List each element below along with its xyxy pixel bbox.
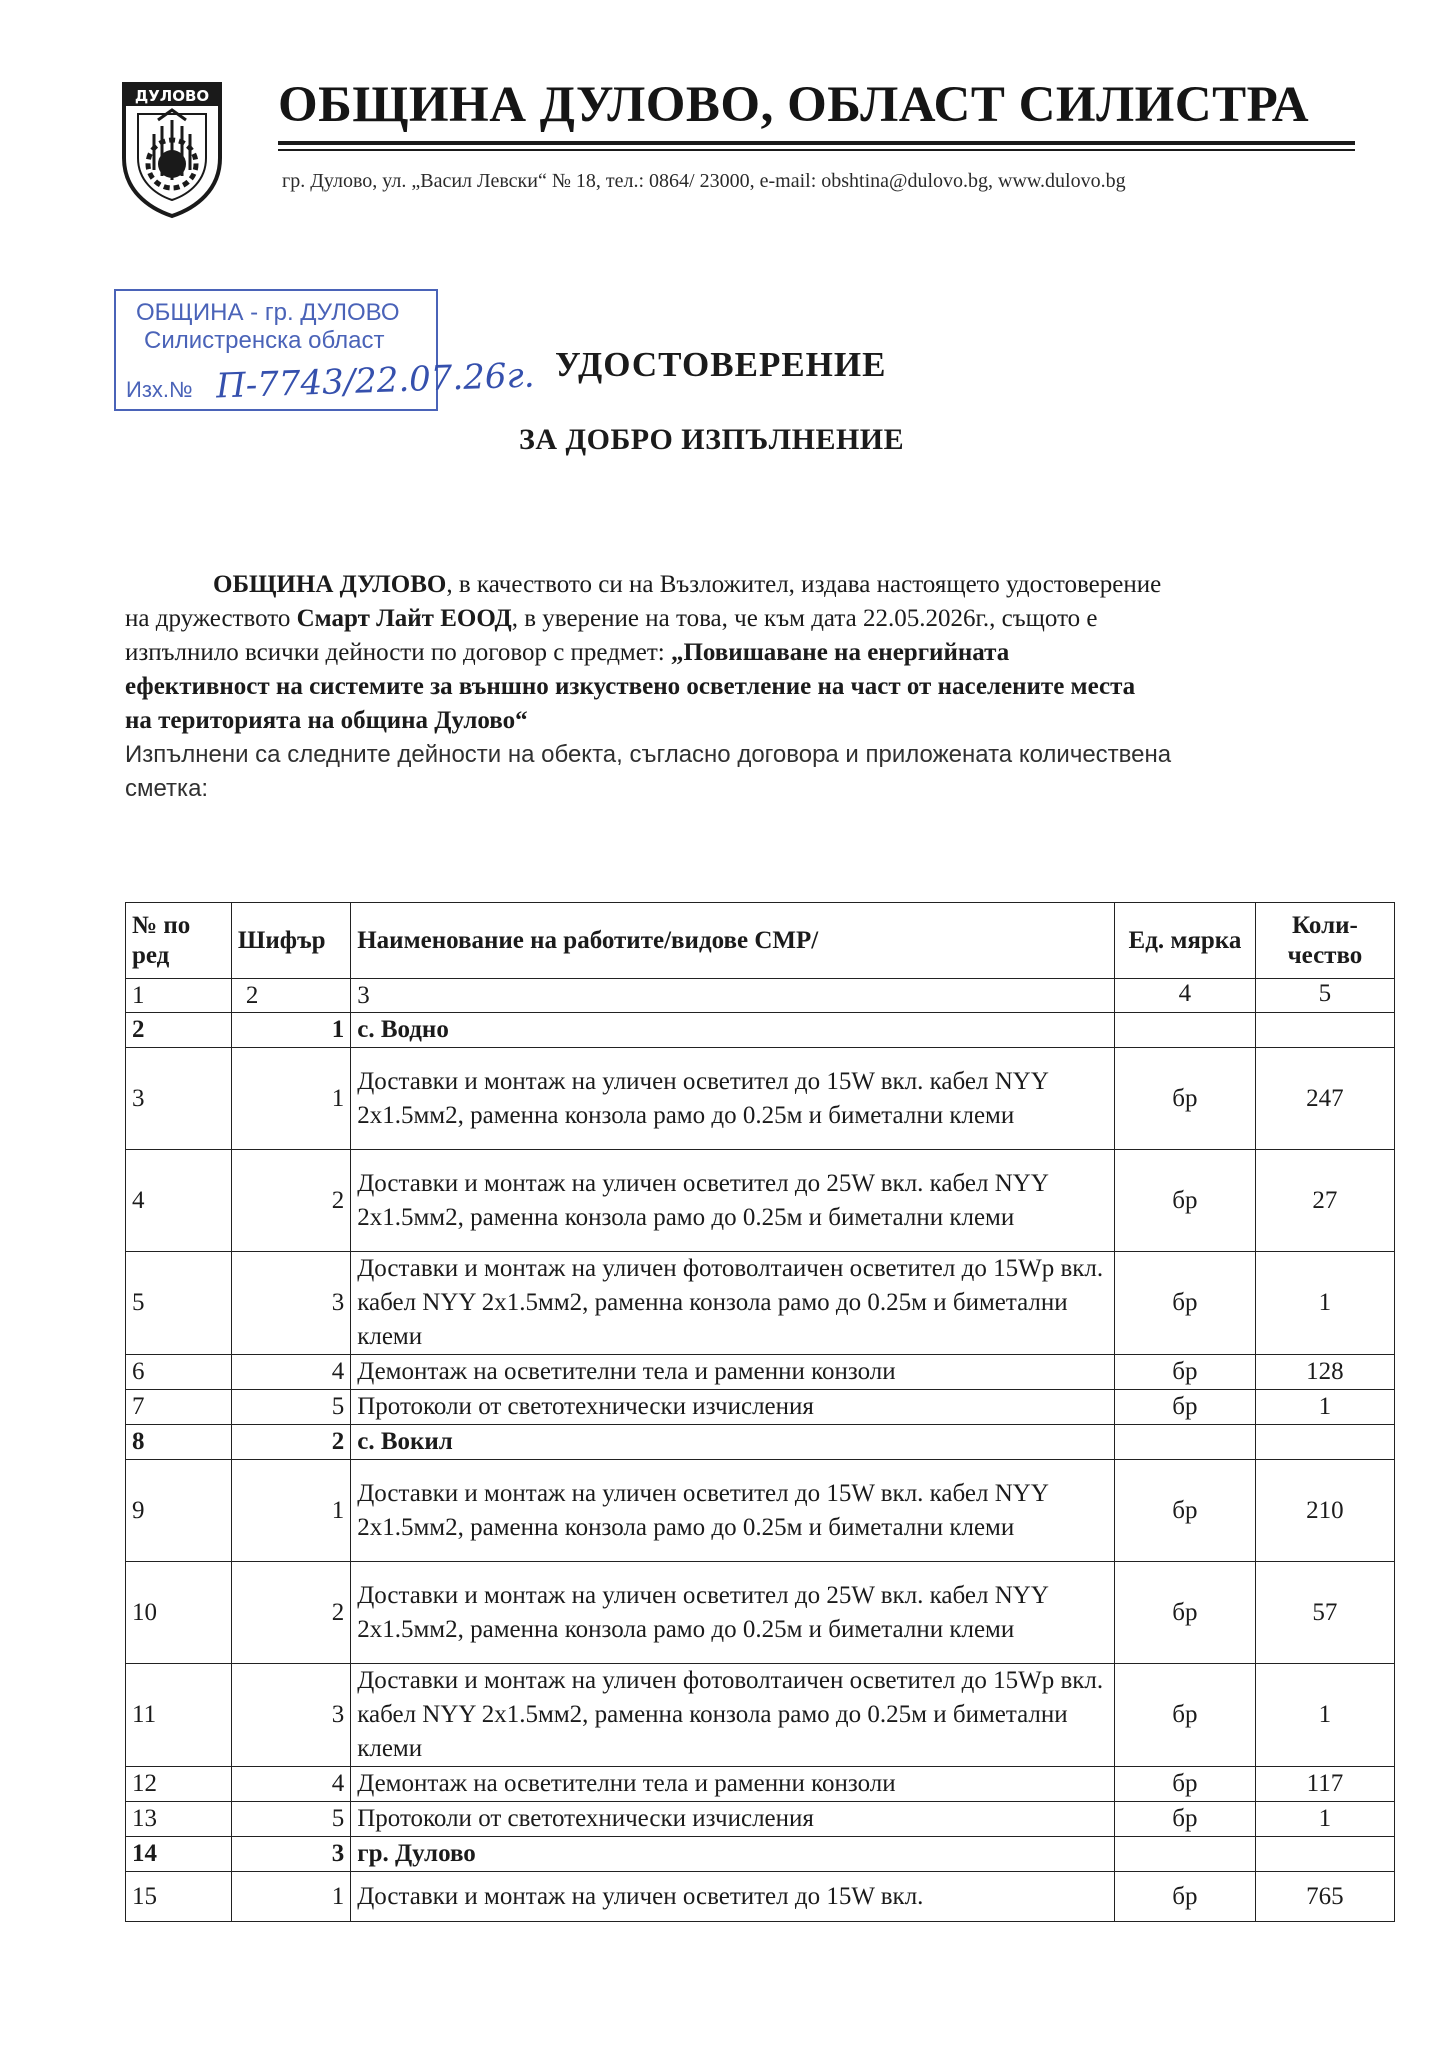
code-cell: 3 [231,1252,350,1355]
document-title: УДОСТОВЕРЕНИЕ [555,345,887,384]
quantity-cell: 1 [1255,1664,1394,1767]
org-address: гр. Дулово, ул. „Васил Левски“ № 18, тел.: 0864/ 23000, e-mail: obshtina@dulovo.bg, www.dulovo.bg [282,170,1126,192]
header-cell: Ед. мярка [1114,903,1255,979]
municipality-crest [118,80,226,220]
row-number-cell: 12 [126,1767,232,1802]
row-number-cell: 8 [126,1425,232,1460]
row-number-cell: 14 [126,1837,232,1872]
table-row [126,1664,1395,1767]
work-name-cell: Протоколи от светотехнически изчисления [351,1390,1115,1425]
table-header-row [126,903,1395,979]
work-name-cell: Доставки и монтаж на уличен фотоволтаичен осветител до 15Wp вкл. кабел NYY 2x1.5мм2, раменна конзола рамо до 0.25м и биметални клеми [351,1252,1115,1355]
company-name: Смарт Лайт ЕООД [296,605,512,632]
quantity-cell: 27 [1255,1150,1394,1252]
row-number-cell: 3 [126,1048,232,1150]
org-name: ОБЩИНА ДУЛОВО [213,571,447,598]
table-row [126,1390,1395,1425]
work-name-cell: гр. Дулово [351,1837,1115,1872]
stamp-line-2: Силистренска област [144,327,385,354]
work-name-cell: Демонтаж на осветителни тела и раменни конзоли [351,1355,1115,1390]
work-name-cell: с. Водно [351,1013,1115,1048]
certificate-body [125,568,1365,806]
code-cell: 5 [231,1390,350,1425]
index-cell: 3 [351,979,1115,1013]
quantity-cell: 128 [1255,1355,1394,1390]
table-row [126,1150,1395,1252]
row-number-cell: 5 [126,1252,232,1355]
unit-cell: бр [1114,1048,1255,1150]
section-row [126,1013,1395,1048]
unit-cell: бр [1114,1664,1255,1767]
body-line: ОБЩИНА ДУЛОВО, в качеството си на Възложител, издава настоящето удостоверение [213,571,1162,598]
registry-stamp [114,289,536,411]
quantity-cell: 1 [1255,1802,1394,1837]
work-name-cell: с. Вокил [351,1425,1115,1460]
unit-cell: бр [1114,1562,1255,1664]
work-name-cell: Доставки и монтаж на уличен осветител до 25W вкл. кабел NYY 2x1.5мм2, раменна конзола рамо до 0.25м и биметални клеми [351,1150,1115,1252]
code-cell: 3 [231,1837,350,1872]
stamp-outgoing-number: П-7743/22.07.26г. [215,355,536,407]
row-number-cell: 6 [126,1355,232,1390]
works-table [125,902,1395,1922]
section-row [126,1425,1395,1460]
work-name-cell: Демонтаж на осветителни тела и раменни конзоли [351,1767,1115,1802]
table-row [126,1562,1395,1664]
work-name-cell: Доставки и монтаж на уличен осветител до 15W вкл. кабел NYY 2x1.5мм2, раменна конзола рамо до 0.25м и биметални клеми [351,1460,1115,1562]
unit-cell [1114,1425,1255,1460]
body-line: изпълнило всички дейности по договор с предмет: „Повишаване на енергийната [125,639,1010,666]
code-cell: 4 [231,1355,350,1390]
unit-cell: бр [1114,1150,1255,1252]
stamp-line-1: ОБЩИНА - гр. ДУЛОВО [136,299,400,326]
table-row [126,1460,1395,1562]
code-cell: 3 [231,1664,350,1767]
header-cell: Шифър [231,903,350,979]
code-cell: 2 [231,1425,350,1460]
quantity-cell: 247 [1255,1048,1394,1150]
index-cell: 5 [1255,979,1394,1013]
table-row [126,1802,1395,1837]
code-cell: 1 [231,1048,350,1150]
row-number-cell: 4 [126,1150,232,1252]
index-cell: 4 [1114,979,1255,1013]
code-cell: 4 [231,1767,350,1802]
header-cell: Наименование на работите/видове СМР/ [351,903,1115,979]
body-line: ефективност на системите за външно изкуствено осветление на част от населените места [125,673,1136,700]
table-row [126,1355,1395,1390]
code-cell: 5 [231,1802,350,1837]
index-cell: 1 [126,979,232,1013]
row-number-cell: 2 [126,1013,232,1048]
work-name-cell: Доставки и монтаж на уличен осветител до 15W вкл. [351,1872,1115,1922]
unit-cell: бр [1114,1767,1255,1802]
crest-icon [118,80,226,220]
row-number-cell: 11 [126,1664,232,1767]
table-row [126,1872,1395,1922]
crest-text: ДУЛОВО [134,87,210,105]
code-cell: 1 [231,1872,350,1922]
index-cell: 2 [231,979,350,1013]
unit-cell: бр [1114,1252,1255,1355]
column-index-row [126,979,1395,1013]
contract-subject: „Повишаване на енергийната [670,639,1010,666]
work-name-cell: Доставки и монтаж на уличен фотоволтаичен осветител до 15Wp вкл. кабел NYY 2x1.5мм2, раменна конзола рамо до 0.25м и биметални клеми [351,1664,1115,1767]
quantity-cell: 765 [1255,1872,1394,1922]
section-row [126,1837,1395,1872]
header-divider-thin [278,149,1355,151]
row-number-cell: 9 [126,1460,232,1562]
document-subtitle: ЗА ДОБРО ИЗПЪЛНЕНИЕ [519,423,905,456]
stamp-line-3: Изх.№ [126,377,193,402]
unit-cell: бр [1114,1355,1255,1390]
unit-cell: бр [1114,1460,1255,1562]
unit-cell [1114,1837,1255,1872]
code-cell: 2 [231,1562,350,1664]
quantity-cell: 1 [1255,1252,1394,1355]
code-cell: 1 [231,1013,350,1048]
unit-cell: бр [1114,1802,1255,1837]
body-line: на територията на община Дулово“ [125,707,528,734]
body-line: сметка: [125,775,209,802]
row-number-cell: 10 [126,1562,232,1664]
quantity-cell: 117 [1255,1767,1394,1802]
unit-cell: бр [1114,1390,1255,1425]
row-number-cell: 7 [126,1390,232,1425]
header-cell: Коли-чество [1255,903,1394,979]
quantity-cell [1255,1425,1394,1460]
table-row [126,1767,1395,1802]
header-divider [278,141,1355,145]
work-name-cell: Доставки и монтаж на уличен осветител до 15W вкл. кабел NYY 2x1.5мм2, раменна конзола рамо до 0.25м и биметални клеми [351,1048,1115,1150]
org-title: ОБЩИНА ДУЛОВО, ОБЛАСТ СИЛИСТРА [278,77,1310,133]
body-line: на дружеството Смарт Лайт ЕООД, в уверение на това, че към дата 22.05.2026г., същото е [125,605,1098,632]
row-number-cell: 13 [126,1802,232,1837]
quantity-cell: 1 [1255,1390,1394,1425]
table-row [126,1048,1395,1150]
code-cell: 1 [231,1460,350,1562]
table-row [126,1252,1395,1355]
row-number-cell: 15 [126,1872,232,1922]
body-line: Изпълнени са следните дейности на обекта, съгласно договора и приложената количествена [125,741,1172,768]
quantity-cell: 57 [1255,1562,1394,1664]
code-cell: 2 [231,1150,350,1252]
quantity-cell [1255,1837,1394,1872]
unit-cell: бр [1114,1872,1255,1922]
quantity-cell [1255,1013,1394,1048]
unit-cell [1114,1013,1255,1048]
work-name-cell: Доставки и монтаж на уличен осветител до 25W вкл. кабел NYY 2x1.5мм2, раменна конзола рамо до 0.25м и биметални клеми [351,1562,1115,1664]
quantity-cell: 210 [1255,1460,1394,1562]
work-name-cell: Протоколи от светотехнически изчисления [351,1802,1115,1837]
header-cell: № по ред [126,903,232,979]
